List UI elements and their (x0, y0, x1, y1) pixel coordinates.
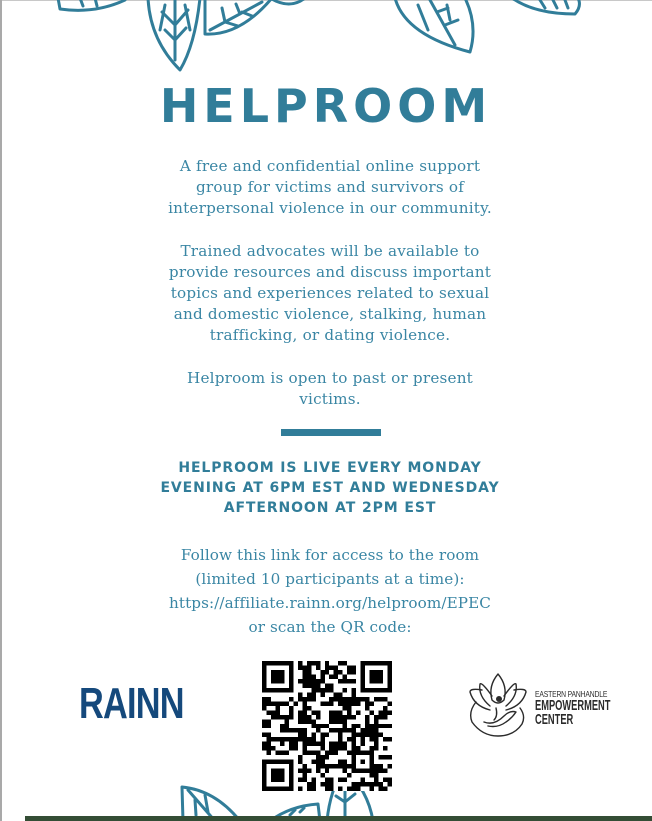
schedule-heading (120, 458, 540, 518)
epec-name-line2: CENTER (535, 711, 574, 728)
section-divider (281, 429, 381, 436)
ground-band (25, 816, 652, 821)
access-instructions (120, 543, 540, 639)
leaf-icon (395, 0, 473, 52)
lotus-hand-icon (468, 672, 528, 742)
eligibility-line: victims. (299, 390, 361, 408)
rainn-logo: RAINN (79, 679, 184, 728)
page-title: HELPROOM (159, 79, 493, 133)
advocates-line: and domestic violence, stalking, human (173, 305, 487, 323)
access-line: (limited 10 participants at a time): (195, 570, 465, 588)
intro-line: group for victims and survivors of (195, 178, 465, 196)
epec-logo-text (535, 690, 652, 727)
advocates-line: provide resources and discuss important (168, 263, 492, 281)
epec-name-line1: EMPOWERMENT (535, 697, 611, 714)
intro-line: A free and confidential online support (179, 157, 481, 175)
advocates-line: Trained advocates will be available to (180, 242, 480, 260)
access-line: Follow this link for access to the room (180, 546, 480, 564)
schedule-line: EVENING AT 6PM EST AND WEDNESDAY (160, 480, 500, 496)
qr-code[interactable] (262, 661, 392, 791)
eligibility-line: Helproom is open to past or present (187, 369, 473, 387)
page-border-top (0, 0, 652, 1)
advocates-paragraph (110, 241, 550, 346)
intro-line: interpersonal violence in our community. (168, 199, 492, 217)
leaf-icon (58, 0, 125, 10)
leaf-icon (512, 0, 579, 14)
leaf-icon (148, 0, 200, 70)
epec-subtitle: EASTERN PANHANDLE (535, 690, 608, 699)
eligibility-paragraph (110, 368, 550, 410)
intro-paragraph (110, 156, 550, 219)
access-line: or scan the QR code: (248, 618, 412, 636)
advocates-line: topics and experiences related to sexual (170, 284, 490, 302)
schedule-line: AFTERNOON AT 2PM EST (223, 500, 437, 516)
helproom-link[interactable]: https://affiliate.rainn.org/helproom/EPEC (168, 594, 492, 612)
leaf-icon (205, 0, 272, 34)
schedule-line: HELPROOM IS LIVE EVERY MONDAY (178, 460, 482, 476)
advocates-line: trafficking, or dating violence. (209, 326, 451, 344)
